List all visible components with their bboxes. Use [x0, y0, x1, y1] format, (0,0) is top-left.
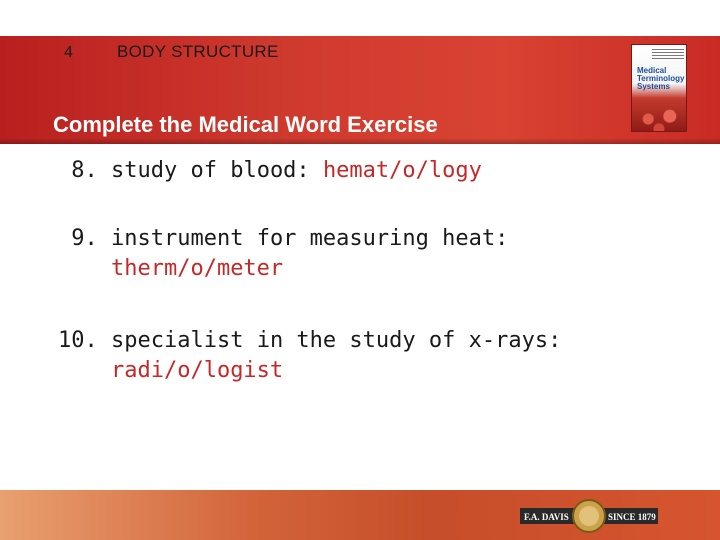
item-number: 10. [58, 328, 98, 353]
book-title-line3: Systems [637, 82, 670, 91]
item-prompt: specialist in the study of x-rays: [111, 328, 562, 353]
publisher-since: SINCE 1879 [608, 512, 656, 522]
publisher-name: F.A. DAVIS [524, 512, 569, 522]
item-number: 9. [58, 226, 98, 251]
page-number: 64 [662, 472, 679, 489]
chapter-number: 4 [64, 44, 73, 61]
book-title-line1: Medical [637, 66, 667, 75]
chapter-title: BODY STRUCTURE [117, 42, 279, 61]
item-number: 8. [58, 158, 98, 183]
exercise-item-10 [58, 326, 561, 386]
item-answer: hemat/o/logy [322, 158, 482, 183]
item-answer: therm/o/meter [110, 256, 284, 281]
publisher-logo [520, 498, 658, 534]
exercise-item-9 [58, 224, 508, 284]
item-answer: radi/o/logist [110, 358, 284, 383]
logo-seal-inner [579, 506, 599, 526]
item-prompt: study of blood: [111, 158, 310, 183]
item-prompt: instrument for measuring heat: [111, 226, 509, 251]
slide-title: Complete the Medical Word Exercise [53, 112, 438, 137]
exercise-item-8 [58, 156, 482, 186]
book-title-line2: Terminology [637, 74, 685, 83]
